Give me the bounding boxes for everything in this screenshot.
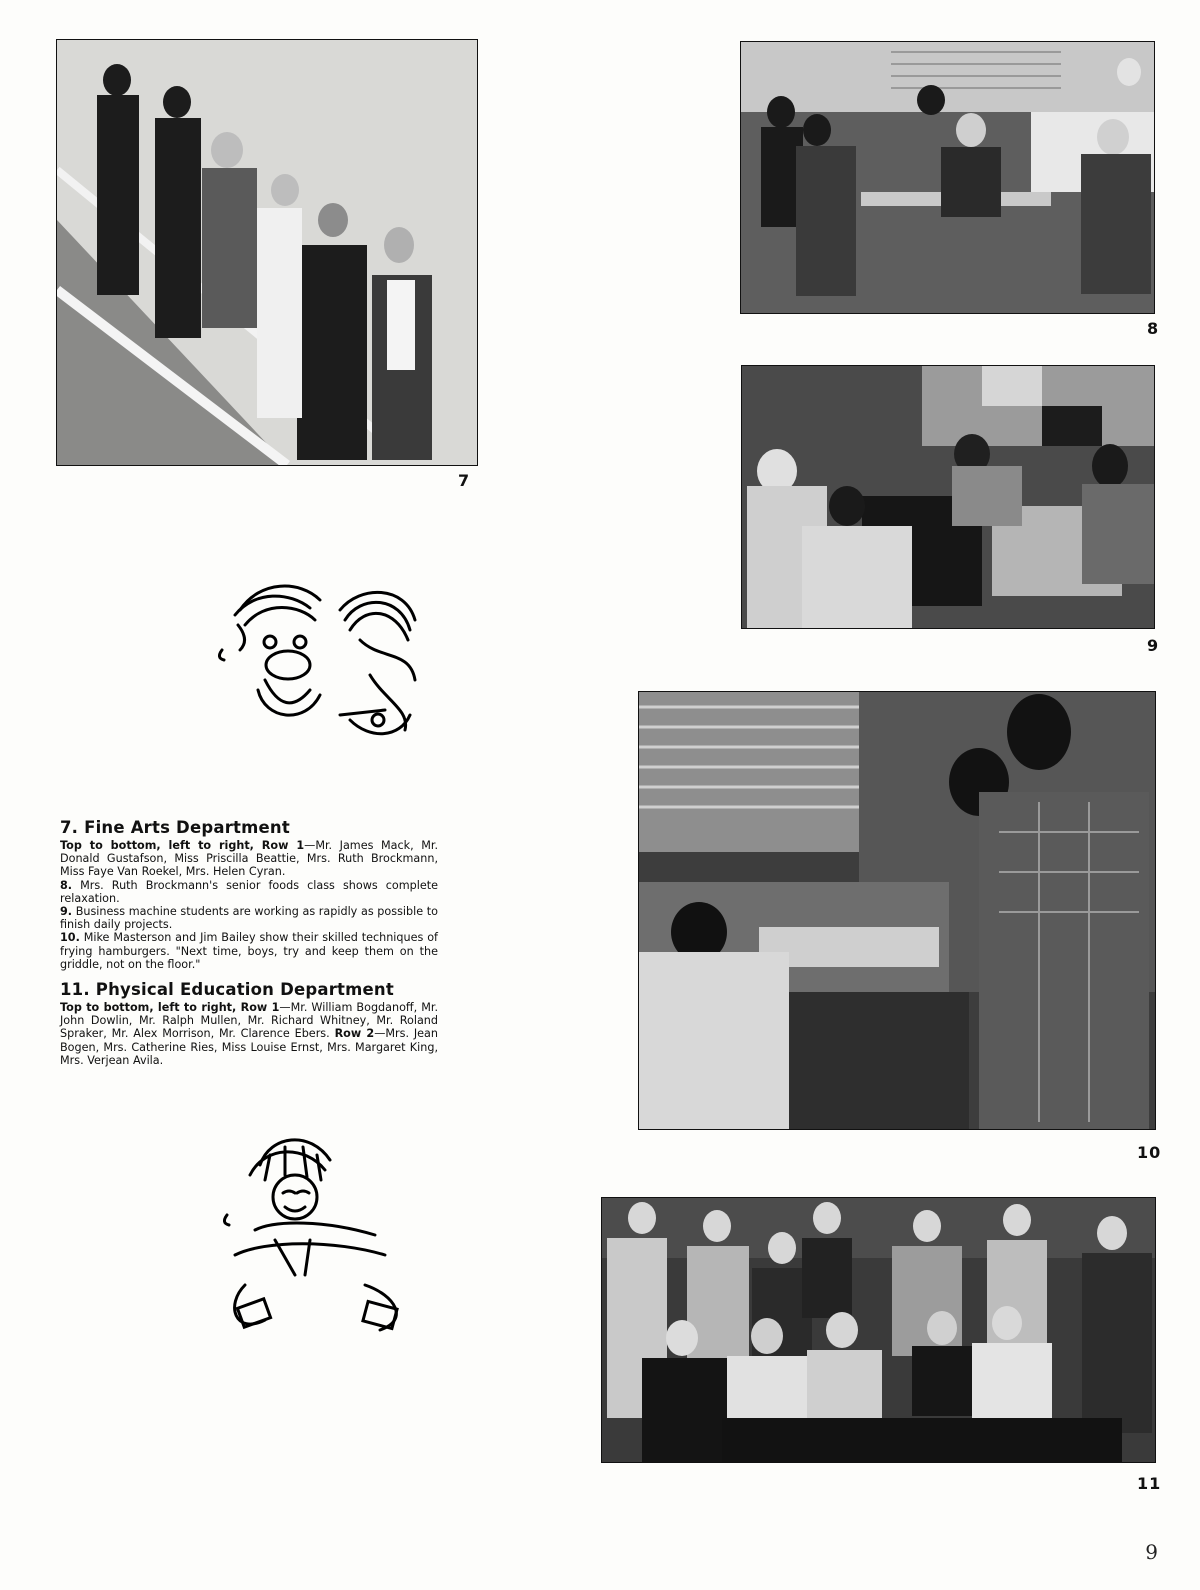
photo-number-8: 8 (1147, 319, 1160, 338)
page-number: 9 (1145, 1540, 1158, 1564)
fine-arts-row-label: Top to bottom, left to right, Row 1 (60, 839, 305, 852)
photo-business-machines (741, 365, 1155, 629)
phys-ed-caption (60, 1001, 438, 1067)
staircase-scene (57, 40, 477, 465)
caption-9 (60, 905, 438, 931)
business-machines-scene (742, 366, 1154, 628)
phys-ed-heading: 11. Physical Education Department (60, 980, 394, 1000)
caption-8-text: Mrs. Ruth Brockmann's senior foods class shows complete relaxation. (60, 878, 438, 905)
phys-ed-row2-label: Row 2 (334, 1027, 375, 1041)
fine-arts-names: —Mr. James Mack, Mr. Donald Gustafson, Miss Priscilla Beattie, Mrs. Ruth Brockmann, Miss Faye Van Roekel, Mrs. Helen Cyran. (60, 839, 438, 879)
photo-number-11: 11 (1137, 1474, 1162, 1493)
caption-9-text: Business machine students are working as rapidly as possible to finish daily projects. (60, 905, 438, 932)
caption-column (60, 818, 438, 1067)
photo-foods-class (740, 41, 1155, 314)
foods-class-scene (741, 42, 1154, 313)
phys-ed-row1-names: —Mr. William Bogdanoff, Mr. John Dowlin, Mr. Ralph Mullen, Mr. Richard Whitney, Mr. Roland Spraker, Mr. Alex Morrison, Mr. Clarence Ebers. (60, 1001, 438, 1041)
photo-frying-hamburgers (638, 691, 1156, 1130)
caption-10-number: 10. (60, 931, 80, 945)
caption-10 (60, 931, 438, 971)
phys-ed-row2-names: —Mrs. Jean Bogen, Mrs. Catherine Ries, Miss Louise Ernst, Mrs. Margaret King, Mrs. Verjean Avila. (60, 1027, 439, 1067)
photo-number-7: 7 (458, 471, 471, 490)
caption-10-text: Mike Masterson and Jim Bailey show their skilled techniques of frying hamburgers. "Next time, boys, try and keep them on the griddle, not on the floor." (60, 931, 438, 971)
cartoon-figure-doodle (215, 1135, 425, 1335)
photo-physical-education-staff (601, 1197, 1156, 1463)
caption-8 (60, 879, 438, 905)
caption-9-number: 9. (60, 905, 73, 919)
photo-number-10: 10 (1137, 1143, 1162, 1162)
photo-number-9: 9 (1147, 636, 1160, 655)
cartoon-faces-doodle (210, 580, 425, 745)
caption-8-number: 8. (60, 878, 73, 892)
phys-ed-staff-scene (602, 1198, 1155, 1462)
photo-fine-arts-staff (56, 39, 478, 466)
fine-arts-heading: 7. Fine Arts Department (60, 818, 290, 837)
phys-ed-row1-label: Top to bottom, left to right, Row 1 (60, 1001, 280, 1015)
fine-arts-caption (60, 839, 438, 879)
frying-hamburgers-scene (639, 692, 1155, 1129)
